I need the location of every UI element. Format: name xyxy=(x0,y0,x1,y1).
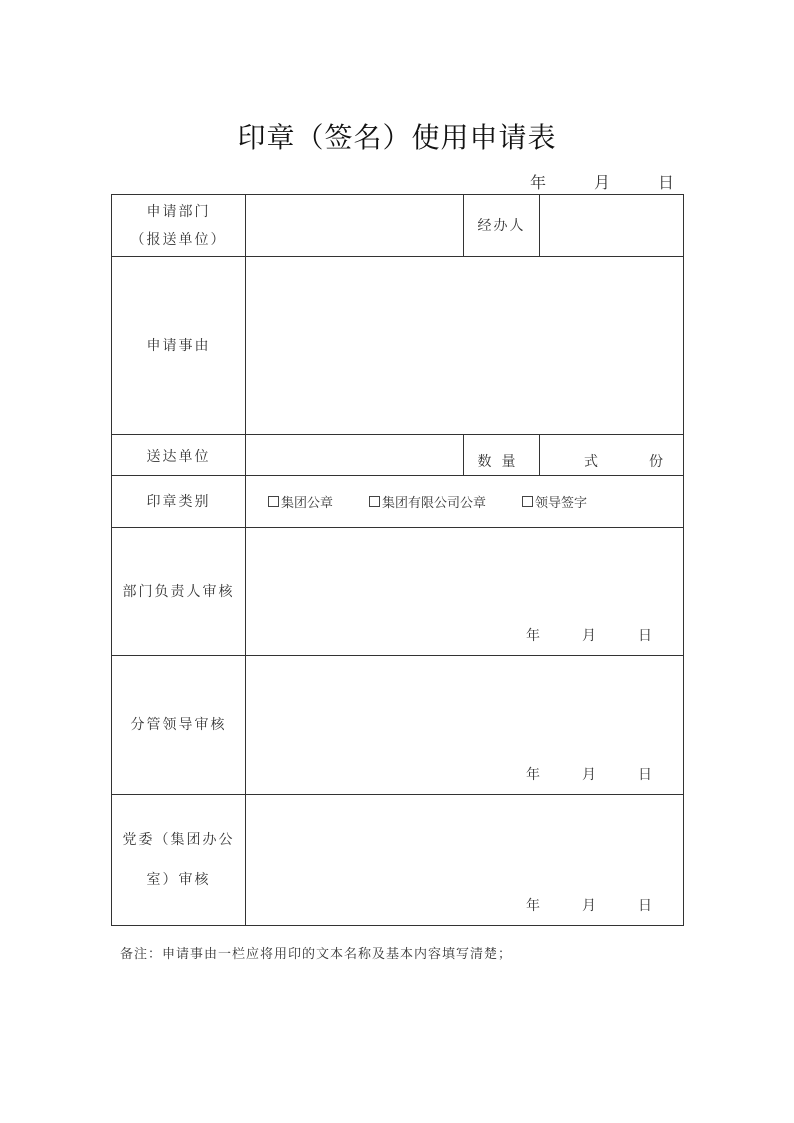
checkbox-icon xyxy=(268,496,279,507)
party-review-label-cell xyxy=(112,795,246,926)
leader-review-label: 分管领导审核 xyxy=(112,656,246,795)
dept-head-review-label: 部门负责人审核 xyxy=(112,528,246,656)
sign-date-year: 年 xyxy=(526,628,540,644)
seal-type-option-label: 集团有限公司公章 xyxy=(382,496,487,511)
sign-date-month: 月 xyxy=(582,767,596,783)
leader-review-field[interactable] xyxy=(246,656,684,795)
header-date-day: 日 xyxy=(658,173,675,192)
apply-dept-label-cell xyxy=(112,195,246,257)
delivery-unit-field[interactable] xyxy=(246,435,464,476)
sign-date-day: 日 xyxy=(638,628,652,644)
reason-field[interactable] xyxy=(246,257,684,435)
checkbox-icon xyxy=(522,496,533,507)
delivery-unit-text: 送达单位 xyxy=(146,449,211,465)
quantity-field[interactable] xyxy=(540,435,684,476)
apply-dept-label: 申请部门 xyxy=(146,203,211,220)
quantity-label: 数量 xyxy=(464,435,540,476)
form-title: 印章（签名）使用申请表 xyxy=(237,121,557,154)
dept-head-sign-date xyxy=(526,625,652,645)
seal-type-option-label: 领导签字 xyxy=(535,496,588,511)
quantity-unit-parts: 份 xyxy=(649,454,663,470)
footer-note: 备注：申请事由一栏应将用印的文本名称及基本内容填写清楚； xyxy=(120,947,513,962)
handler-field[interactable] xyxy=(540,195,684,257)
sign-date-day: 日 xyxy=(638,898,652,914)
row-reason xyxy=(112,257,684,435)
leader-sign-date xyxy=(526,764,652,784)
header-date-month: 月 xyxy=(594,173,611,192)
header-date-year: 年 xyxy=(530,173,547,192)
party-review-field[interactable] xyxy=(246,795,684,926)
seal-type-options xyxy=(246,476,684,528)
row-leader-review xyxy=(112,656,684,795)
sign-date-year: 年 xyxy=(526,898,540,914)
quantity-unit-copies: 式 xyxy=(584,454,598,470)
seal-type-option-label: 集团公章 xyxy=(281,496,334,511)
sign-date-day: 日 xyxy=(638,767,652,783)
row-apply-dept xyxy=(112,195,684,257)
sign-date-year: 年 xyxy=(526,767,540,783)
reason-label: 申请事由 xyxy=(112,257,246,435)
row-party-review xyxy=(112,795,684,926)
row-dept-head-review xyxy=(112,528,684,656)
party-sign-date xyxy=(526,895,652,915)
seal-type-label: 印章类别 xyxy=(112,476,246,528)
seal-type-company-seal-checkbox[interactable] xyxy=(369,492,486,511)
apply-dept-field[interactable] xyxy=(246,195,464,257)
checkbox-icon xyxy=(369,496,380,507)
party-review-label: 党委（集团办公室）审核 xyxy=(122,832,235,888)
row-delivery xyxy=(112,435,684,476)
sign-date-month: 月 xyxy=(582,898,596,914)
row-seal-type xyxy=(112,476,684,528)
handler-label: 经办人 xyxy=(464,195,540,257)
report-unit-label: （报送单位） xyxy=(130,231,227,248)
delivery-unit-label xyxy=(112,435,246,476)
sign-date-month: 月 xyxy=(582,628,596,644)
seal-type-group-seal-checkbox[interactable] xyxy=(268,492,333,511)
application-form-table xyxy=(111,194,684,926)
dept-head-review-field[interactable] xyxy=(246,528,684,656)
seal-type-leader-signature-checkbox[interactable] xyxy=(522,492,587,511)
